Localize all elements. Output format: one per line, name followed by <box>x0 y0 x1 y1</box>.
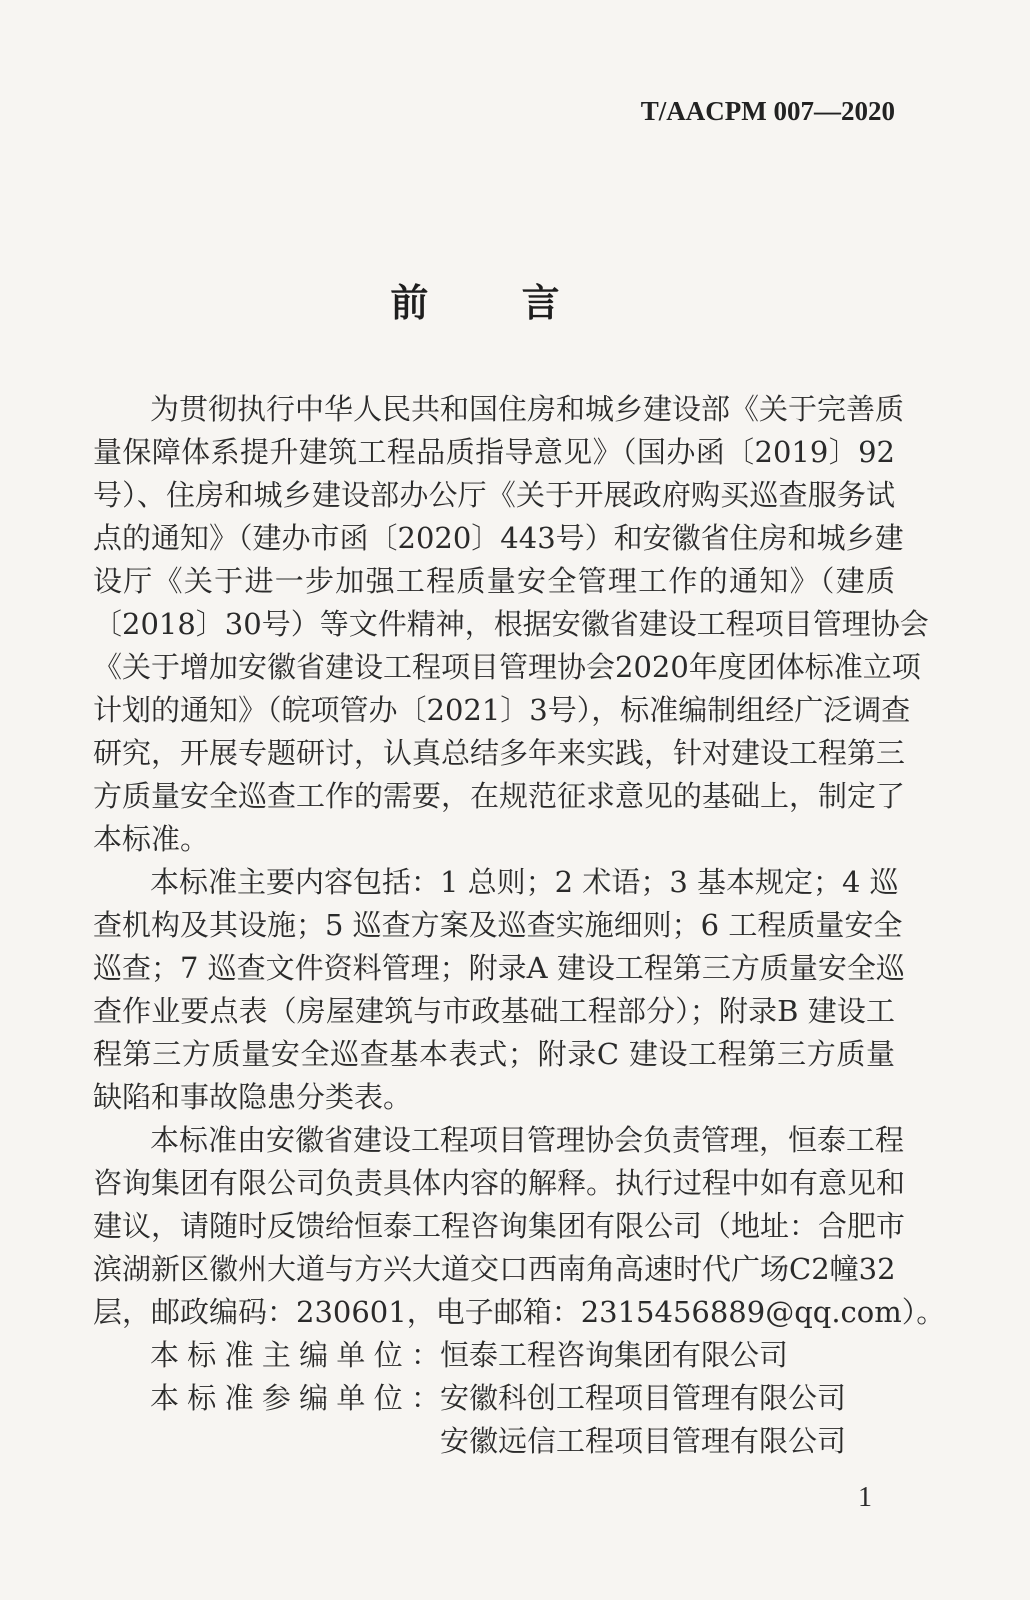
text-line: 量保障体系提升建筑工程品质指导意见》（国办函〔2019〕92 <box>93 435 895 469</box>
text-line: 本标准。 <box>93 822 210 856</box>
text-line: 程第三方质量安全巡查基本表式；附录C 建设工程第三方质量 <box>93 1037 895 1071</box>
text-line: 缺陷和事故隐患分类表。 <box>93 1080 413 1114</box>
credit-line <box>93 1377 895 1420</box>
text-line: 层，邮政编码：230601，电子邮箱：2315456889@qq.com）。 <box>93 1295 946 1329</box>
text-line: 计划的通知》（皖项管办〔2021〕3号），标准编制组经广泛调查 <box>93 693 911 727</box>
text-line: 为贯彻执行中华人民共和国住房和城乡建设部《关于完善质 <box>150 392 905 426</box>
page-title: 前 言 <box>390 280 600 325</box>
text-line: 巡查；7 巡查文件资料管理；附录A 建设工程第三方质量安全巡 <box>93 951 905 985</box>
paragraph <box>93 388 929 861</box>
paragraph <box>93 1119 946 1334</box>
text-line: 设厅《关于进一步加强工程质量安全管理工作的通知》（建质 <box>93 564 895 598</box>
text-line: 研究，开展专题研讨，认真总结多年来实践，针对建设工程第三 <box>93 736 906 770</box>
text-line: 《关于增加安徽省建设工程项目管理协会2020年度团体标准立项 <box>93 650 921 684</box>
text-line: 建议，请随时反馈给恒泰工程咨询集团有限公司（地址：合肥市 <box>93 1209 906 1243</box>
text-line: 本标准由安徽省建设工程项目管理协会负责管理，恒泰工程 <box>150 1123 905 1157</box>
text-line: 查作业要点表（房屋建筑与市政基础工程部分）；附录B 建设工 <box>93 994 895 1028</box>
text-line: 滨湖新区徽州大道与方兴大道交口西南角高速时代广场C2幢32 <box>93 1252 896 1286</box>
text-line: 号）、住房和城乡建设部办公厅《关于开展政府购买巡查服务试 <box>93 478 895 512</box>
text-line: 本标准主要内容包括：1 总则；2 术语；3 基本规定；4 巡 <box>150 865 899 899</box>
page-number: 1 <box>858 1482 872 1513</box>
credit-organization: 恒泰工程咨询集团有限公司 <box>440 1338 789 1372</box>
paragraph <box>93 861 905 1119</box>
text-line: 方质量安全巡查工作的需要，在规范征求意见的基础上，制定了 <box>93 779 906 813</box>
credit-label: 本标准主编单位： <box>150 1338 440 1372</box>
credit-label: 本标准参编单位： <box>150 1381 440 1415</box>
credit-organization: 安徽科创工程项目管理有限公司 <box>440 1381 847 1415</box>
credit-line <box>93 1420 895 1463</box>
text-line: 咨询集团有限公司负责具体内容的解释。执行过程中如有意见和 <box>93 1166 906 1200</box>
text-line: 查机构及其设施；5 巡查方案及巡查实施细则；6 工程质量安全 <box>93 908 903 942</box>
credit-line <box>93 1334 895 1377</box>
text-line: 〔2018〕30号）等文件精神，根据安徽省建设工程项目管理协会 <box>93 607 929 641</box>
text-line: 点的通知》（建办市函〔2020〕443号）和安徽省住房和城乡建 <box>93 521 904 555</box>
document-body <box>93 388 946 1463</box>
credit-organization: 安徽远信工程项目管理有限公司 <box>440 1424 847 1458</box>
standard-code: T/AACPM 007—2020 <box>640 96 895 126</box>
